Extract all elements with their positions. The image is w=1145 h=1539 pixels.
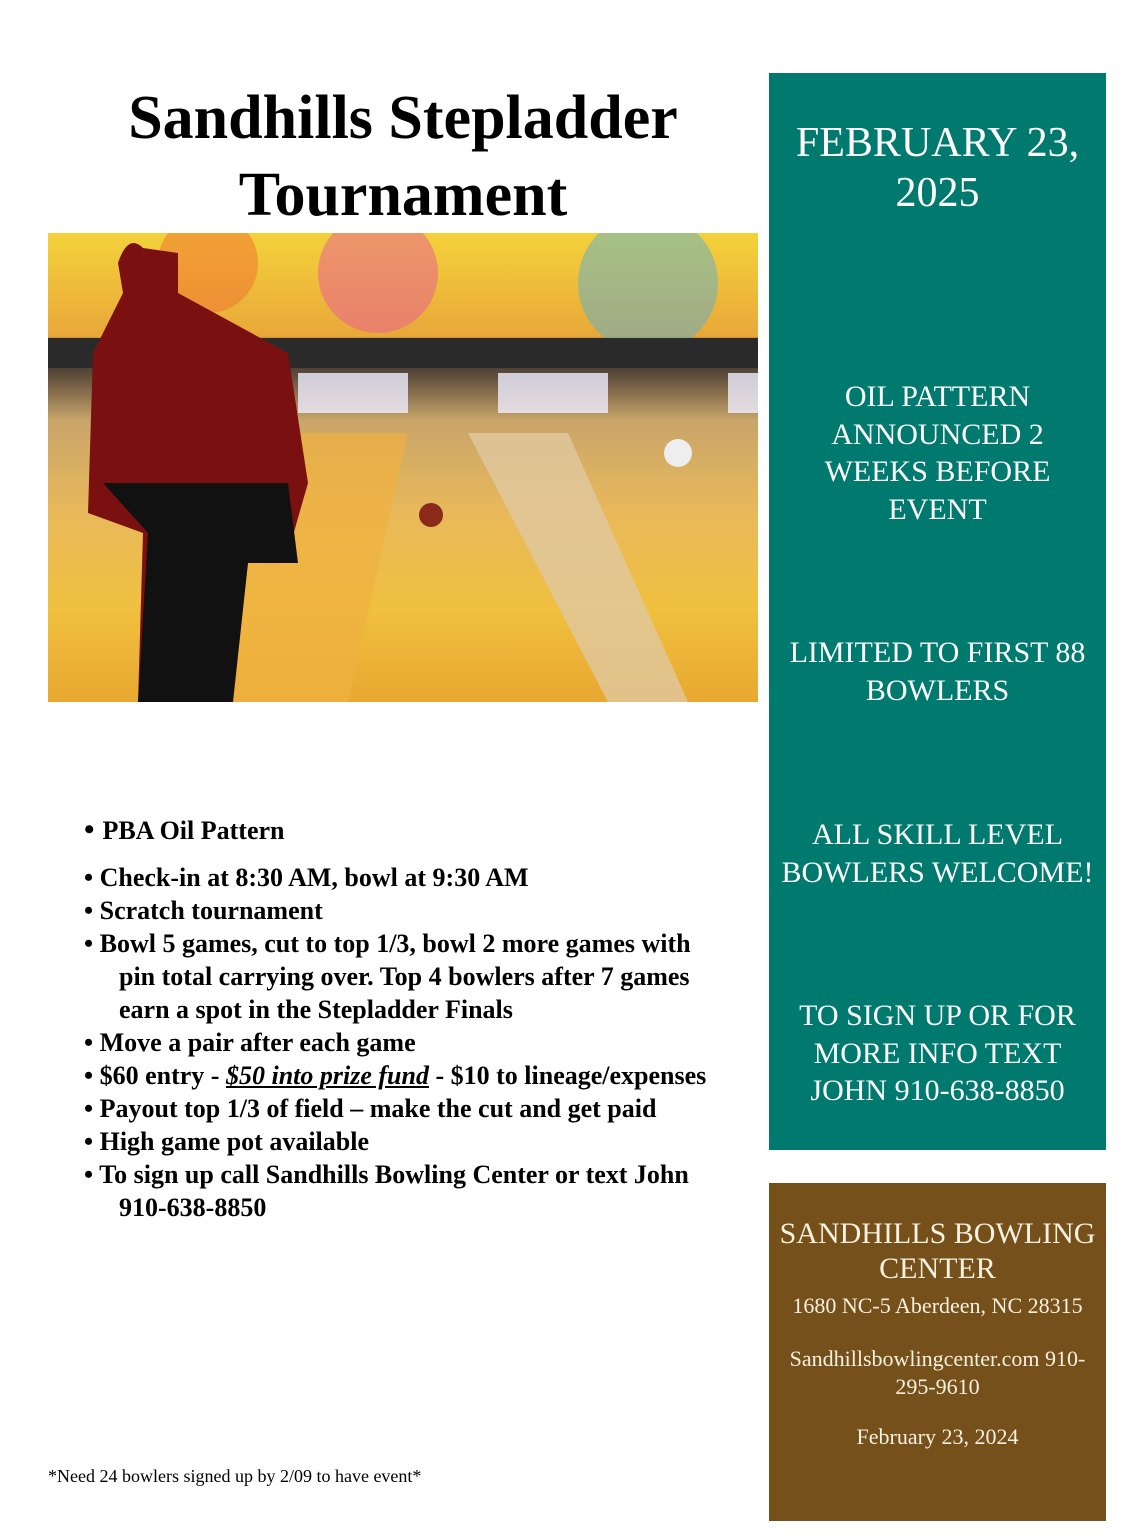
page-title xyxy=(48,80,758,234)
venue-address: 1680 NC-5 Aberdeen, NC 28315 xyxy=(792,1293,1083,1318)
list-item: • Scratch tournament xyxy=(84,896,323,925)
event-date-line: 2025 xyxy=(895,170,980,216)
skill-note xyxy=(769,816,1106,891)
note-line: ALL SKILL LEVEL xyxy=(811,818,1064,851)
note-line: OIL PATTERN xyxy=(844,380,1031,413)
oil-pattern-note xyxy=(769,378,1106,528)
item-text: $60 entry - xyxy=(99,1061,226,1090)
item-text-cont: earn a spot in the Stepladder Finals xyxy=(119,995,513,1024)
bowler-photo xyxy=(48,233,758,702)
list-item: • Payout top 1/3 of field – make the cut and get paid xyxy=(84,1094,657,1123)
note-line: ANNOUNCED 2 xyxy=(831,417,1044,451)
prize-fund-emphasis: $50 into prize fund xyxy=(225,1061,429,1090)
venue-box xyxy=(769,1183,1106,1521)
info-sidebar xyxy=(769,73,1106,1150)
item-text: Check-in at 8:30 AM, bowl at 9:30 AM xyxy=(99,863,529,892)
website-line: Sandhillsbowlingcenter.com 910- xyxy=(789,1346,1086,1371)
limit-note xyxy=(769,634,1106,709)
venue-name-line: SANDHILLS BOWLING xyxy=(779,1217,1096,1250)
venue-date: February 23, 2024 xyxy=(856,1424,1019,1449)
title-line-2: Tournament xyxy=(238,161,568,229)
list-item: • $60 entry - $50 into prize fund - $10 to lineage/expenses xyxy=(84,1061,707,1090)
list-item: • PBA Oil Pattern xyxy=(84,813,285,846)
item-text: Bowl 5 games, cut to top 1/3, bowl 2 more games with xyxy=(99,929,691,958)
list-item: • Check-in at 8:30 AM, bowl at 9:30 AM xyxy=(84,863,529,892)
note-line: LIMITED TO FIRST 88 xyxy=(789,636,1086,669)
venue-website-phone xyxy=(769,1345,1106,1401)
item-text: Payout top 1/3 of field – make the cut and get paid xyxy=(99,1094,657,1123)
list-item: • High game pot available xyxy=(84,1127,370,1156)
signup-note xyxy=(769,997,1106,1110)
venue-name xyxy=(769,1216,1106,1286)
item-text: To sign up call Sandhills Bowling Center or text John xyxy=(99,1160,689,1189)
item-text: Move a pair after each game xyxy=(99,1028,416,1057)
title-line-1: Sandhills Stepladder xyxy=(128,84,678,152)
item-text: - $10 to lineage/expenses xyxy=(428,1061,707,1090)
note-line: EVENT xyxy=(888,492,987,526)
list-item: • Move a pair after each game xyxy=(84,1028,416,1057)
item-text: Scratch tournament xyxy=(99,896,323,925)
note-line: WEEKS BEFORE xyxy=(824,455,1051,488)
note-line: TO SIGN UP OR FOR xyxy=(799,999,1076,1032)
phone-line: 295-9610 xyxy=(895,1374,980,1399)
list-item: • Bowl 5 games, cut to top 1/3, bowl 2 more games with pin total carrying over. Top 4 bowlers after 7 games earn a spot in the Stepladder Finals xyxy=(84,927,764,1026)
event-date-line: FEBRUARY 23, xyxy=(795,120,1080,166)
note-line: MORE INFO TEXT xyxy=(813,1036,1062,1070)
item-text: PBA Oil Pattern xyxy=(102,816,285,845)
item-text-cont: pin total carrying over. Top 4 bowlers after 7 games xyxy=(119,962,690,991)
list-item: • To sign up call Sandhills Bowling Center or text John 910-638-8850 xyxy=(84,1158,764,1224)
note-line: JOHN 910-638-8850 xyxy=(810,1074,1065,1107)
note-line: BOWLERS WELCOME! xyxy=(781,855,1094,889)
event-date xyxy=(769,118,1106,218)
details-list xyxy=(84,813,764,1224)
item-text: High game pot available xyxy=(99,1127,370,1156)
note-line: BOWLERS xyxy=(865,673,1010,707)
footnote: *Need 24 bowlers signed up by 2/09 to have event* xyxy=(48,1466,422,1486)
item-text-cont: 910-638-8850 xyxy=(119,1193,267,1222)
venue-name-line: CENTER xyxy=(879,1252,996,1285)
